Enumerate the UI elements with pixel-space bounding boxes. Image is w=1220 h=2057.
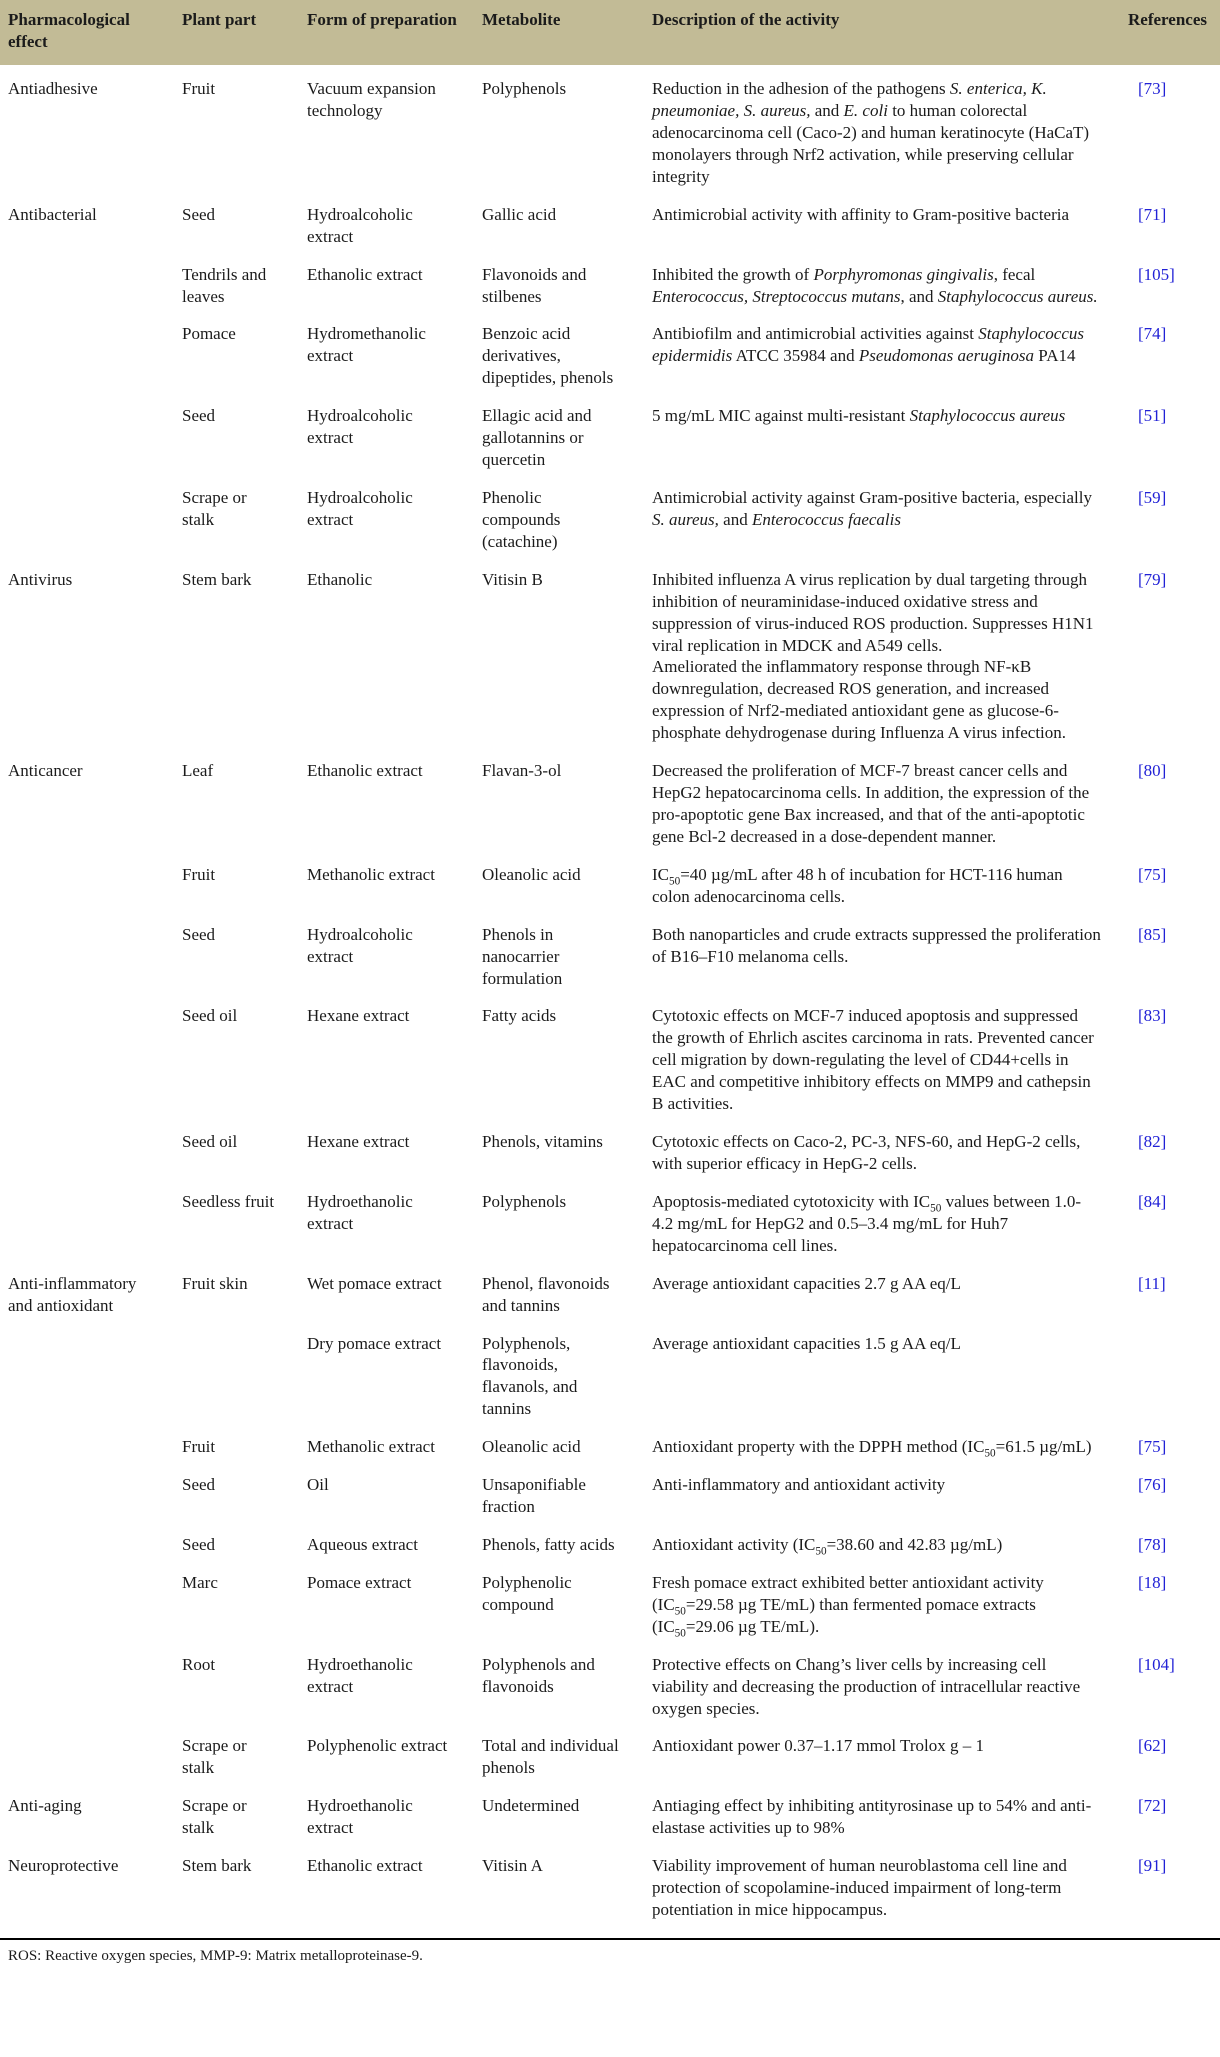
reference-link[interactable]: [62] [1138,1736,1167,1756]
description-cell: Antiaging effect by inhibiting antityrosinase up to 54% and anti-elastase activities up to 98% [652,1796,1092,1838]
form-cell: Wet pomace extract [307,1273,442,1293]
effect-cell [0,1178,182,1260]
form-cell: Ethanolic extract [307,1856,423,1876]
metabolite-cell: Fatty acids [482,1006,557,1026]
metabolite-cell: Phenols, fatty acids [482,1534,615,1554]
description-cell: Cytotoxic effects on MCF-7 induced apoptosis and suppressed the growth of Ehrlich ascites carcinoma in rats. Prevented cancer cell migration by down-regulating the level of CD44+cells in EAC and competitive inhibitory effects on MMP9 and cathepsin B activities. [652,1006,1094,1114]
reference-link[interactable]: [11] [1138,1273,1166,1293]
description-cell: Antioxidant property with the DPPH method ($IC_{50}=61.5$ µg/mL) [652,1437,1092,1460]
reference-link[interactable]: [80] [1138,761,1167,781]
form-cell: Polyphenolic extract [307,1736,448,1756]
table-row [0,747,1220,851]
plant-part-cell: Seed [182,406,216,426]
effect-cell: Anti-inflammatory and antioxidant [8,1273,137,1315]
effect-cell [0,1423,182,1461]
reference-link[interactable]: [76] [1138,1475,1167,1495]
effect-cell: Antivirus [8,569,73,589]
metabolite-cell: Polyphenolic compound [482,1572,572,1614]
form-cell: Hydroalcoholic extract [307,406,413,448]
plant-part-cell: Fruit [182,79,216,99]
form-cell: Pomace extract [307,1572,412,1592]
form-cell: Hydroethanolic extract [307,1654,413,1696]
table-row [0,911,1220,993]
reference-cell [1128,1118,1220,1178]
reference-cell [1128,1521,1220,1559]
table-row [0,1260,1220,1320]
effect-cell [0,1559,182,1641]
table-row [0,474,1220,556]
plant-part-cell: Marc [182,1572,218,1592]
form-cell: Oil [307,1475,329,1495]
table-row [0,1641,1220,1723]
reference-cell [1128,251,1220,311]
form-cell: Ethanolic extract [307,264,423,284]
reference-link[interactable]: [104] [1138,1654,1175,1674]
table-footnote: ROS: Reactive oxygen species, MMP-9: Matrix metalloproteinase-9. [0,1938,1220,1976]
plant-part-cell: Pomace [182,324,236,344]
table-row [0,251,1220,311]
header-metabolite: Metabolite [482,0,652,65]
table-row [0,1461,1220,1521]
description-cell: Protective effects on Chang’s liver cells by increasing cell viability and decreasing the production of intracellular reactive oxygen species. [652,1654,1081,1718]
reference-cell [1128,1842,1220,1924]
description-cell: Antioxidant activity ($IC_{50}=38.60$ and 42.83 µg/mL) [652,1534,1003,1558]
metabolite-cell: Polyphenols, flavonoids, flavanols, and tannins [482,1333,578,1419]
reference-link[interactable]: [91] [1138,1856,1167,1876]
effect-cell [0,1521,182,1559]
reference-cell [1128,65,1220,191]
description-cell: Both nanoparticles and crude extracts suppressed the proliferation of B16–F10 melanoma cells. [652,924,1101,966]
description-cell: Viability improvement of human neuroblastoma cell line and protection of scopolamine-induced impairment of long-term potentiation in mice hippocampus. [652,1856,1067,1919]
effect-cell [0,1461,182,1521]
reference-link[interactable]: [78] [1138,1534,1167,1554]
form-cell: Hexane extract [307,1132,410,1152]
reference-cell [1128,474,1220,556]
effect-cell [0,1118,182,1178]
plant-part-cell: Scrape or stalk [182,1736,247,1778]
reference-cell [1128,1423,1220,1461]
description-cell: Antimicrobial activity with affinity to Gram-positive bacteria [652,204,1070,224]
effect-cell [0,251,182,311]
metabolite-cell: Benzoic acid derivatives, dipeptides, phenols [482,324,614,388]
metabolite-cell: Phenols in nanocarrier formulation [482,924,563,988]
reference-link[interactable]: [105] [1138,264,1175,284]
form-cell: Dry pomace extract [307,1333,442,1353]
plant-part-cell: Tendrils and leaves [182,264,267,306]
description-cell: Average antioxidant capacities 2.7 g AA eq/L [652,1273,961,1293]
reference-link[interactable]: [83] [1138,1006,1167,1026]
reference-cell [1128,191,1220,251]
description-cell: Apoptosis-mediated cytotoxicity with $IC_{50}$ values between 1.0-4.2 mg/mL for HepG2 and 0.5–3.4 mg/mL for Huh7 hepatocarcinoma cell lines. [652,1191,1082,1255]
effect-cell: Anti-aging [8,1796,82,1816]
metabolite-cell: Phenols, vitamins [482,1132,603,1152]
description-cell: $IC_{50}=40$ µg/mL after 48 h of incubation for HCT-116 human colon adenocarcinoma cells. [652,864,1063,906]
reference-link[interactable]: [82] [1138,1132,1167,1152]
description-cell: Fresh pomace extract exhibited better antioxidant activity ($IC_{50}=29.58$ µg TE/mL) than fermented pomace extracts ($IC_{50}=29.06$ µg TE/mL). [652,1572,1044,1640]
reference-link[interactable]: [72] [1138,1796,1167,1816]
form-cell: Hydroethanolic extract [307,1191,413,1233]
table-row [0,1423,1220,1461]
plant-part-cell: Root [182,1654,216,1674]
header-description: Description of the activity [652,0,1128,65]
table-row [0,851,1220,911]
form-cell: Ethanolic [307,569,373,589]
effect-cell: Neuroprotective [8,1856,119,1876]
table-row [0,1782,1220,1842]
reference-link[interactable]: [75] [1138,864,1167,884]
metabolite-cell: Flavonoids and stilbenes [482,264,587,306]
form-cell: Hydroalcoholic extract [307,204,413,246]
header-references: References [1128,0,1220,65]
metabolite-cell: Oleanolic acid [482,1437,581,1457]
description-cell: Antibiofilm and antimicrobial activities against Staphylococcus epidermidis ATCC 35984 and Pseudomonas aeruginosa PA14 [652,324,1084,366]
description-cell: Decreased the proliferation of MCF-7 breast cancer cells and HepG2 hepatocarcinoma cells. In addition, the expression of the pro-apoptotic gene Bax increased, and that of the anti-apoptotic gene Bcl-2 decreased in a dose-dependent manner. [652,761,1090,846]
reference-cell [1128,310,1220,392]
effect-cell: Antiadhesive [8,79,98,99]
plant-part-cell [182,1320,307,1424]
reference-link[interactable]: [59] [1138,488,1167,508]
table-row [0,1842,1220,1924]
effect-cell [0,392,182,474]
reference-cell [1128,1260,1220,1320]
reference-cell [1128,1559,1220,1641]
description-cell: Anti-inflammatory and antioxidant activity [652,1475,946,1495]
effect-cell [0,851,182,911]
table-header [0,0,1220,65]
table-row [0,1521,1220,1559]
reference-link[interactable]: [75] [1138,1437,1167,1457]
form-cell: Hydroalcoholic extract [307,924,413,966]
metabolite-cell: Polyphenols [482,79,567,99]
metabolite-cell: Oleanolic acid [482,864,581,884]
form-cell: Methanolic extract [307,1437,435,1457]
plant-part-cell: Seedless fruit [182,1191,275,1211]
effect-cell: Anticancer [8,761,83,781]
metabolite-cell: Vitisin A [482,1856,543,1876]
reference-cell [1128,556,1220,747]
effect-cell [0,474,182,556]
metabolite-cell: Polyphenols [482,1191,567,1211]
description-cell: Antioxidant power 0.37–1.17 mmol Trolox g – 1 [652,1736,984,1756]
description-cell: Inhibited the growth of Porphyromonas gingivalis, fecal Enterococcus, Streptococcus mutans, and Staphylococcus aureus. [652,264,1098,306]
form-cell: Hydroalcoholic extract [307,488,413,529]
table-row [0,65,1220,191]
effect-cell [0,1722,182,1782]
metabolite-cell: Ellagic acid and gallotannins or quercetin [482,406,592,470]
reference-cell [1128,992,1220,1118]
table-row [0,1722,1220,1782]
reference-cell [1128,911,1220,993]
plant-part-cell: Leaf [182,761,214,781]
metabolite-cell: Total and individual phenols [482,1736,619,1778]
description-cell: Reduction in the adhesion of the pathogens S. enterica, K. pneumoniae, S. aureus, and E. coli to human colorectal adenocarcinoma cell (Caco-2) and human keratinocyte (HaCaT) monolayers through Nrf2 activation, while preserving cellular integrity [652,79,1090,186]
plant-part-cell: Scrape or stalk [182,488,247,529]
reference-link[interactable]: [79] [1138,569,1167,589]
effect-cell [0,1320,182,1424]
description-cell: Average antioxidant capacities 1.5 g AA eq/L [652,1333,961,1353]
metabolite-cell: Unsaponifiable fraction [482,1475,586,1517]
reference-cell [1128,1782,1220,1842]
description-cell: Antimicrobial activity against Gram-positive bacteria, especially S. aureus, and Enterococcus faecalis [652,488,1092,529]
table-row [0,556,1220,747]
metabolite-cell: Polyphenols and flavonoids [482,1654,595,1696]
table-row [0,1118,1220,1178]
description-cell: Inhibited influenza A virus replication by dual targeting through inhibition of neuraminidase-induced oxidative stress and suppression of virus-induced ROS production. Suppresses H1N1 viral replication in MDCK and A549 cells. Ameliorated the inflammatory response through NF-κB downregulation, decreased ROS generation, and increased expression of Nrf2-mediated antioxidant gene as glucose-6-phosphate dehydrogenase during Influenza A virus infection. [652,569,1094,743]
plant-part-cell: Stem bark [182,1856,252,1876]
reference-cell [1128,1722,1220,1782]
form-cell: Hydroethanolic extract [307,1796,413,1838]
form-cell: Methanolic extract [307,864,435,884]
header-form-of-preparation: Form of preparation [307,0,482,65]
description-cell: 5 mg/mL MIC against multi-resistant Staphylococcus aureus [652,406,1066,426]
plant-part-cell: Seed oil [182,1006,238,1026]
reference-link[interactable]: [51] [1138,406,1167,426]
metabolite-cell: Undetermined [482,1796,580,1816]
form-cell: Ethanolic extract [307,761,423,781]
header-pharmacological-effect: Pharmacological effect [0,0,182,65]
table-row [0,1178,1220,1260]
header-row [0,0,1220,65]
table-row [0,992,1220,1118]
form-cell: Vacuum expansion technology [307,79,436,121]
plant-part-cell: Seed oil [182,1132,238,1152]
reference-cell [1128,851,1220,911]
table-body [0,65,1220,1924]
table-row [0,1559,1220,1641]
plant-part-cell: Scrape or stalk [182,1796,247,1838]
plant-part-cell: Seed [182,1475,216,1495]
effect-cell: Antibacterial [8,204,97,224]
reference-link[interactable]: [18] [1138,1572,1167,1592]
form-cell: Hexane extract [307,1006,410,1026]
reference-cell [1128,747,1220,851]
plant-part-cell: Seed [182,924,216,944]
reference-link[interactable]: [84] [1138,1191,1167,1211]
effect-cell [0,992,182,1118]
plant-part-cell: Fruit [182,1437,216,1457]
reference-link[interactable]: [71] [1138,204,1167,224]
effect-cell [0,1641,182,1723]
reference-cell [1128,1178,1220,1260]
form-cell: Hydromethanolic extract [307,324,426,366]
plant-part-cell: Seed [182,204,216,224]
form-cell: Aqueous extract [307,1534,418,1554]
plant-part-cell: Fruit [182,864,216,884]
table-row [0,392,1220,474]
reference-link[interactable]: [73] [1138,79,1167,99]
reference-cell [1128,1641,1220,1723]
plant-part-cell: Fruit skin [182,1273,248,1293]
plant-part-cell: Seed [182,1534,216,1554]
metabolite-cell: Vitisin B [482,569,543,589]
reference-link[interactable]: [85] [1138,924,1167,944]
plant-part-cell: Stem bark [182,569,252,589]
metabolite-cell: Flavan-3-ol [482,761,562,781]
reference-link[interactable]: [74] [1138,324,1167,344]
table-row [0,191,1220,251]
effect-cell [0,911,182,993]
reference-cell [1128,1320,1220,1424]
effect-cell [0,310,182,392]
metabolite-cell: Phenol, flavonoids and tannins [482,1273,610,1315]
reference-cell [1128,392,1220,474]
reference-cell [1128,1461,1220,1521]
header-plant-part: Plant part [182,0,307,65]
metabolite-cell: Phenolic compounds (catachine) [482,488,561,551]
description-cell: Cytotoxic effects on Caco-2, PC-3, NFS-60, and HepG-2 cells, with superior efficacy in HepG-2 cells. [652,1132,1081,1173]
metabolite-cell: Gallic acid [482,204,557,224]
table-row [0,1320,1220,1424]
table-row [0,310,1220,392]
